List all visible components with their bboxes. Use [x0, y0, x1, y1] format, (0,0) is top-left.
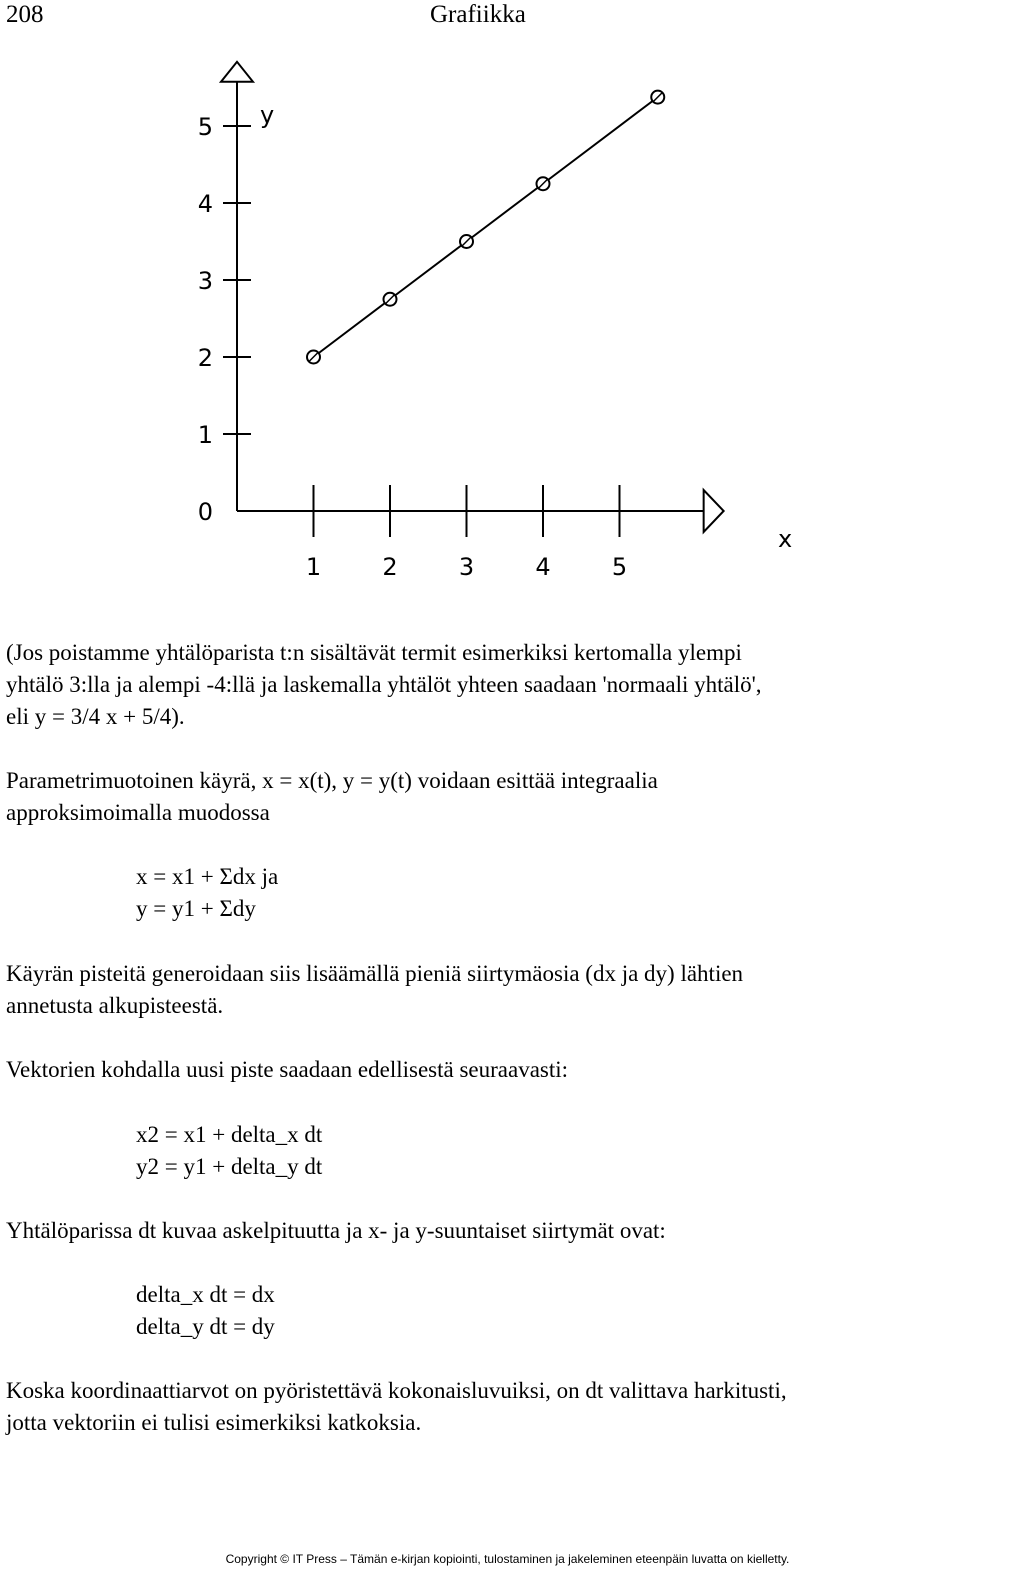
equation-line: delta_x dt = dx: [136, 1282, 275, 1307]
text-line: eli y = 3/4 x + 5/4).: [6, 704, 185, 729]
y-tick-label: 2: [197, 344, 213, 372]
y-tick-label: 0: [197, 498, 213, 526]
y-axis-label: y: [260, 101, 275, 129]
text-line: approksimoimalla muodossa: [6, 800, 270, 825]
x-axis-label: x: [778, 525, 793, 553]
x-tick-label: 5: [611, 553, 628, 581]
chart-axes: [221, 62, 724, 532]
text-line: Vektorien kohdalla uusi piste saadaan edellisestä seuraavasti:: [6, 1057, 569, 1082]
text-line: (Jos poistamme yhtälöparista t:n sisältävät termit esimerkiksi kertomalla ylempi: [6, 640, 742, 665]
x-tick-label: 2: [382, 553, 398, 581]
copyright-footer: Copyright © IT Press – Tämän e-kirjan kopiointi, tulostaminen ja jakeleminen eteenpäin luvatta on kielletty.: [225, 1552, 790, 1566]
equation-sum: [136, 861, 278, 925]
text-line: annetusta alkupisteestä.: [6, 993, 224, 1018]
paragraph-normal-equation: [6, 637, 762, 733]
parametric-line-chart: [185, 95, 805, 581]
y-tick-label: 4: [197, 190, 213, 218]
y-tick-label: 3: [197, 267, 213, 295]
equation-dx-dy: [136, 1279, 275, 1343]
x-tick-label: 4: [535, 553, 551, 581]
paragraph-vectors: [6, 1054, 568, 1086]
text-line: yhtälö 3:lla ja alempi -4:llä ja laskemalla yhtälöt yhteen saadaan 'normaali yhtälö',: [6, 672, 762, 697]
x-tick-label: 1: [305, 553, 322, 581]
text-line: Käyrän pisteitä generoidaan siis lisäämällä pieniä siirtymäosia (dx ja dy) lähtien: [6, 961, 744, 986]
equation-line: x2 = x1 + delta_x dt: [136, 1122, 323, 1147]
text-line: Koska koordinaattiarvot on pyöristettävä kokonaisluvuiksi, on dt valittava harkitusti,: [6, 1378, 787, 1403]
page-number: 208: [6, 1, 44, 28]
equation-line: y2 = y1 + delta_y dt: [136, 1154, 323, 1179]
paragraph-rounding: [6, 1375, 787, 1439]
x-axis-arrow: [704, 490, 724, 532]
paragraph-step-length: [6, 1215, 666, 1247]
x-tick-label: 3: [458, 553, 475, 581]
page-title: Grafiikka: [430, 1, 526, 28]
y-tick-label: 1: [197, 421, 213, 449]
series-line: [314, 97, 658, 357]
y-tick-label: 5: [197, 113, 213, 141]
text-line: Parametrimuotoinen käyrä, x = x(t), y = y(t) voidaan esittää integraalia: [6, 768, 658, 793]
y-axis-arrow: [221, 62, 253, 82]
text-line: Yhtälöparissa dt kuvaa askelpituutta ja x- ja y-suuntaiset siirtymät ovat:: [6, 1218, 666, 1243]
text-line: jotta vektoriin ei tulisi esimerkiksi katkoksia.: [6, 1410, 422, 1435]
equation-delta: [136, 1119, 322, 1183]
equation-line: x = x1 + Σdx ja: [136, 864, 279, 889]
equation-line: delta_y dt = dy: [136, 1314, 275, 1339]
paragraph-generate-points: [6, 958, 743, 1022]
equation-line: y = y1 + Σdy: [136, 896, 256, 921]
chart-series: [307, 91, 664, 364]
paragraph-parametric-curve: [6, 765, 658, 829]
